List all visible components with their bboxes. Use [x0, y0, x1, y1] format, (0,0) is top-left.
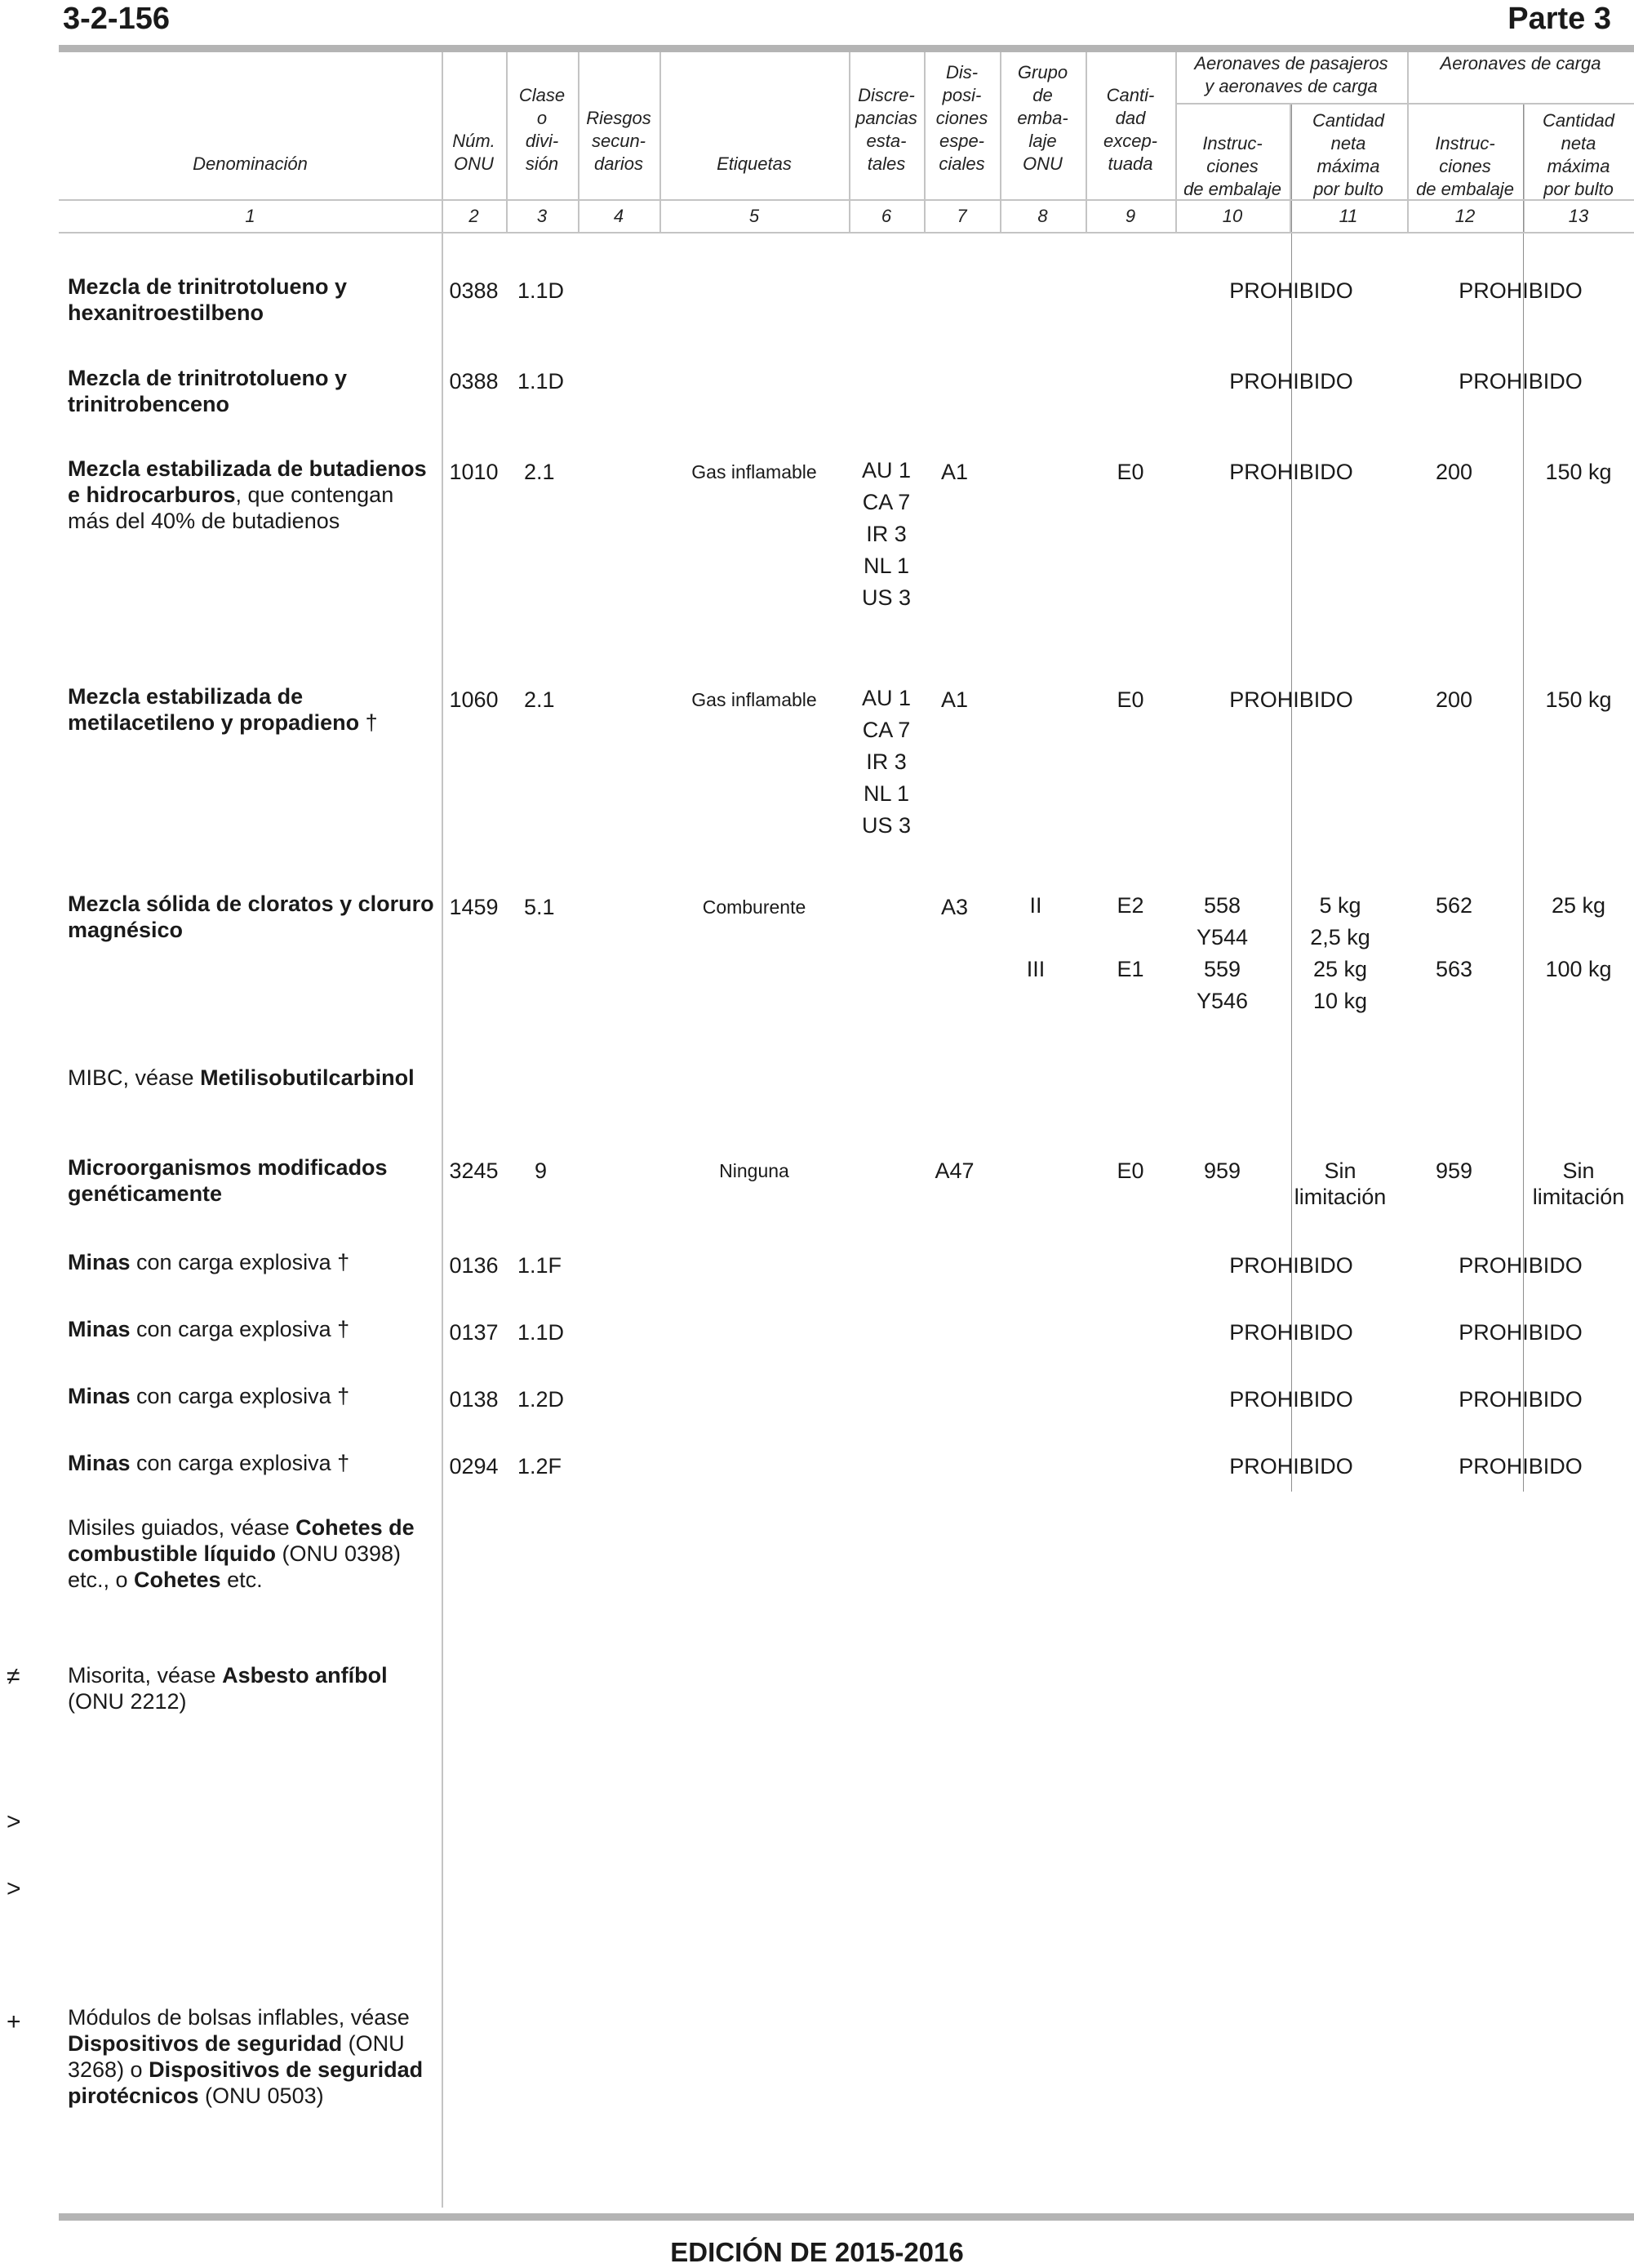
column-number-2: 2 — [468, 206, 479, 226]
header-clase: Clase o divi- sión — [518, 85, 566, 174]
change-marker: ≠ — [7, 1663, 20, 1690]
header-etiquetas: Etiquetas — [717, 153, 792, 174]
change-marker: + — [7, 2008, 21, 2035]
column-number-7: 7 — [957, 206, 967, 226]
column-number-9: 9 — [1125, 206, 1136, 226]
change-marker: > — [7, 1808, 21, 1835]
header-instrucciones-pax: Instruc- ciones de embalaje — [1183, 133, 1281, 199]
column-number-4: 4 — [613, 206, 624, 226]
column-number-13: 13 — [1568, 206, 1589, 226]
header-discrepancias: Discre- pancias esta- tales — [855, 85, 917, 174]
column-number-5: 5 — [748, 206, 760, 226]
header-aeronaves-carga: Aeronaves de carga — [1440, 53, 1601, 73]
header-disposiciones: Dis- posi- ciones espe- ciales — [935, 62, 988, 174]
bottom-rule — [59, 2213, 1634, 2221]
change-marker: > — [7, 1875, 21, 1902]
column-number-12: 12 — [1454, 206, 1476, 226]
column-number-1: 1 — [245, 206, 255, 226]
header-cantidad-exceptuada: Canti- dad excep- tuada — [1103, 85, 1158, 174]
top-rule — [59, 45, 1634, 52]
header-aeronaves-pasajeros: Aeronaves de pasajeros y aeronaves de carga — [1194, 53, 1388, 96]
part-label: Parte 3 — [1507, 2, 1611, 36]
column-number-3: 3 — [536, 206, 548, 226]
column-number-8: 8 — [1037, 206, 1048, 226]
header-grupo-embalaje: Grupo de emba- laje ONU — [1017, 62, 1068, 174]
header-cantidad-carga: Cantidad neta máxima por bulto — [1542, 110, 1615, 199]
edition-footer: EDICIÓN DE 2015-2016 — [670, 2237, 964, 2267]
header-instrucciones-carga: Instruc- ciones de embalaje — [1416, 133, 1514, 199]
header-num-onu: Núm. ONU — [452, 131, 495, 174]
column-number-6: 6 — [881, 206, 892, 226]
header-denominacion: Denominación — [193, 153, 308, 174]
column-number-10: 10 — [1222, 206, 1243, 226]
page-number: 3-2-156 — [63, 2, 170, 36]
header-riesgos: Riesgos secun- darios — [586, 108, 651, 174]
header-cantidad-pax: Cantidad neta máxima por bulto — [1312, 110, 1385, 199]
column-number-11: 11 — [1339, 206, 1358, 226]
